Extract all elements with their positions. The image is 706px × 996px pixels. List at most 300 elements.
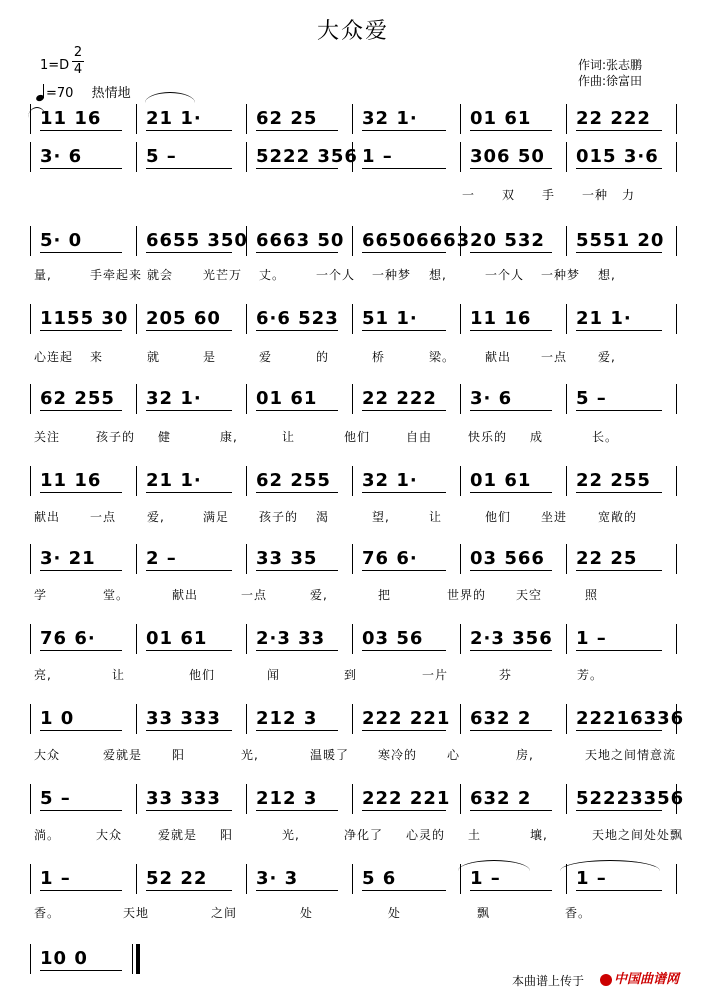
quarter-note-icon xyxy=(36,87,46,101)
time-top: 2 xyxy=(73,45,83,60)
beam-underline xyxy=(576,650,662,651)
beam-underline xyxy=(470,890,552,891)
bar-line xyxy=(566,142,567,172)
lyric-syllable: 爱 xyxy=(259,350,273,364)
bar-line xyxy=(246,142,247,172)
measure-notes: 52 22 xyxy=(146,868,208,889)
lyric-syllable: 想, xyxy=(429,268,447,282)
lyric-syllable: 把 xyxy=(378,588,392,602)
lyric-syllable: 大众 xyxy=(34,748,61,762)
bar-line xyxy=(246,784,247,814)
bar-line xyxy=(246,384,247,414)
beam-underline xyxy=(256,890,338,891)
bar-line xyxy=(676,226,677,256)
beam-underline xyxy=(470,330,552,331)
beam-underline xyxy=(362,252,446,253)
measure-notes: 01 61 xyxy=(470,108,532,129)
bar-line xyxy=(460,704,461,734)
beam-underline xyxy=(470,252,552,253)
measure-notes: 21 1· xyxy=(576,308,632,329)
tempo-value: =70 xyxy=(46,86,74,101)
lyric-syllable: 他们 xyxy=(344,430,371,444)
beam-underline xyxy=(362,570,446,571)
lyric-syllable: 一个人 xyxy=(316,268,356,282)
measure-notes: 11 16 xyxy=(40,108,102,129)
measure-notes: 03 566 xyxy=(470,548,545,569)
bar-line xyxy=(566,784,567,814)
beam-underline xyxy=(362,650,446,651)
lyric-syllable: 光芒万 xyxy=(203,268,243,282)
slur-arc xyxy=(560,860,660,871)
beam-underline xyxy=(470,810,552,811)
measure-notes: 62 255 xyxy=(256,470,331,491)
beam-underline xyxy=(40,650,122,651)
lyric-syllable: 健 xyxy=(158,430,172,444)
measure-notes: 212 3 xyxy=(256,708,318,729)
bar-line xyxy=(566,104,567,134)
measure-notes: 205 60 xyxy=(146,308,221,329)
beam-underline xyxy=(146,130,232,131)
beam-underline xyxy=(362,410,446,411)
measure-notes: 3· 6 xyxy=(470,388,513,409)
measure-notes: 01 61 xyxy=(256,388,318,409)
lyric-syllable: 天地 xyxy=(123,906,150,920)
measure-notes: 222 221 xyxy=(362,708,451,729)
bar-line xyxy=(136,544,137,574)
beam-underline xyxy=(146,252,232,253)
bar-line xyxy=(30,226,31,256)
beam-underline xyxy=(40,168,122,169)
measure-notes: 66506663 xyxy=(362,230,471,251)
beam-underline xyxy=(40,730,122,731)
bar-line xyxy=(460,544,461,574)
measure-notes: 5· 0 xyxy=(40,230,83,251)
lyric-syllable: 他们 xyxy=(189,668,216,682)
lyric-syllable: 成 xyxy=(530,430,544,444)
composer-credit: 作曲:徐富田 xyxy=(578,74,643,88)
lyricist-credit: 作词:张志鹏 xyxy=(578,58,643,72)
beam-underline xyxy=(256,330,338,331)
lyric-syllable: 丈。 xyxy=(259,268,286,282)
lyric-syllable: 康, xyxy=(220,430,238,444)
beam-underline xyxy=(362,130,446,131)
measure-notes: 5551 20 xyxy=(576,230,665,251)
lyric-syllable: 想, xyxy=(598,268,616,282)
lyric-syllable: 香。 xyxy=(34,906,61,920)
lyric-syllable: 满足 xyxy=(203,510,230,524)
bar-line xyxy=(460,466,461,496)
bar-line xyxy=(352,784,353,814)
lyric-syllable: 来 xyxy=(90,350,104,364)
measure-notes: 3· 6 xyxy=(40,146,83,167)
beam-underline xyxy=(40,890,122,891)
beam-underline xyxy=(256,730,338,731)
lyric-syllable: 堂。 xyxy=(103,588,130,602)
bar-line xyxy=(136,104,137,134)
lyric-syllable: 爱就是 xyxy=(158,828,198,842)
beam-underline xyxy=(576,168,662,169)
lyric-syllable: 天地之间情意流 xyxy=(585,748,677,762)
lyric-syllable: 阳 xyxy=(172,748,186,762)
lyric-syllable: 心灵的 xyxy=(406,828,446,842)
lyric-syllable: 一种梦 xyxy=(372,268,412,282)
bar-line xyxy=(352,624,353,654)
footer-text: 本曲谱上传于 xyxy=(512,974,585,988)
measure-notes: 222 221 xyxy=(362,788,451,809)
beam-underline xyxy=(576,252,662,253)
lyric-syllable: 芳。 xyxy=(577,668,604,682)
bar-line xyxy=(676,466,677,496)
lyric-syllable: 照 xyxy=(585,588,599,602)
key-signature: 1=D xyxy=(40,58,70,73)
beam-underline xyxy=(256,810,338,811)
measure-notes: 21 1· xyxy=(146,108,202,129)
lyric-syllable: 飘 xyxy=(477,906,491,920)
lyric-syllable: 让 xyxy=(429,510,443,524)
measure-notes: 10 0 xyxy=(40,948,88,969)
bar-line xyxy=(30,466,31,496)
bar-line xyxy=(566,226,567,256)
lyric-syllable: 孩子的 xyxy=(96,430,136,444)
bar-line xyxy=(136,864,137,894)
measure-notes: 32 1· xyxy=(362,470,418,491)
beam-underline xyxy=(576,330,662,331)
measure-notes: 5222 356 xyxy=(256,146,358,167)
measure-notes: 3· 3 xyxy=(256,868,299,889)
lyric-syllable: 心 xyxy=(447,748,461,762)
bar-line xyxy=(460,784,461,814)
expression-marking: 热情地 xyxy=(91,86,131,101)
beam-underline xyxy=(470,730,552,731)
bar-line xyxy=(30,544,31,574)
beam-underline xyxy=(256,168,338,169)
measure-notes: 1155 30 xyxy=(40,308,129,329)
beam-underline xyxy=(146,730,232,731)
bar-line xyxy=(136,384,137,414)
beam-underline xyxy=(256,130,338,131)
beam-underline xyxy=(40,970,122,971)
measure-notes: 2 – xyxy=(146,548,177,569)
bar-line xyxy=(352,104,353,134)
measure-notes: 11 16 xyxy=(40,470,102,491)
lyric-syllable: 之间 xyxy=(211,906,238,920)
measure-notes: 2·3 33 xyxy=(256,628,326,649)
lyric-syllable: 手牵起来 xyxy=(90,268,143,282)
beam-underline xyxy=(470,492,552,493)
bar-line xyxy=(30,142,31,172)
measure-notes: 33 333 xyxy=(146,788,221,809)
beam-underline xyxy=(470,168,552,169)
bar-line xyxy=(352,864,353,894)
bar-line xyxy=(460,142,461,172)
bar-line xyxy=(136,784,137,814)
beam-underline xyxy=(362,168,446,169)
lyric-syllable: 量, xyxy=(34,268,52,282)
bar-line xyxy=(352,466,353,496)
bar-line xyxy=(352,304,353,334)
lyric-syllable: 孩子的 xyxy=(259,510,299,524)
bar-line xyxy=(566,466,567,496)
bar-line xyxy=(352,544,353,574)
lyric-syllable: 关注 xyxy=(34,430,61,444)
bar-line xyxy=(30,304,31,334)
bar-line xyxy=(460,624,461,654)
lyric-syllable: 处 xyxy=(388,906,402,920)
measure-notes: 22 222 xyxy=(362,388,437,409)
beam-underline xyxy=(146,570,232,571)
lyric-syllable: 寒冷的 xyxy=(378,748,418,762)
bar-line xyxy=(352,226,353,256)
measure-notes: 33 35 xyxy=(256,548,318,569)
measure-notes: 1 – xyxy=(40,868,71,889)
lyric-syllable: 房, xyxy=(516,748,534,762)
beam-underline xyxy=(256,252,338,253)
lyric-syllable: 让 xyxy=(282,430,296,444)
measure-notes: 32 1· xyxy=(146,388,202,409)
measure-notes: 1 – xyxy=(362,146,393,167)
lyric-syllable: 一种 xyxy=(582,188,609,202)
bar-line xyxy=(676,864,677,894)
beam-underline xyxy=(576,130,662,131)
lyric-syllable: 快乐的 xyxy=(468,430,508,444)
lyric-syllable: 爱就是 xyxy=(103,748,143,762)
measure-notes: 3· 21 xyxy=(40,548,96,569)
lyric-syllable: 处 xyxy=(300,906,314,920)
measure-notes: 1 – xyxy=(576,868,607,889)
lyric-syllable: 阳 xyxy=(220,828,234,842)
measure-notes: 03 56 xyxy=(362,628,424,649)
bar-line xyxy=(136,624,137,654)
lyric-syllable: 力 xyxy=(622,188,636,202)
measure-notes: 632 2 xyxy=(470,788,532,809)
measure-notes: 22 25 xyxy=(576,548,638,569)
measure-notes: 306 50 xyxy=(470,146,545,167)
measure-notes: 1 0 xyxy=(40,708,75,729)
lyric-syllable: 一点 xyxy=(241,588,268,602)
beam-underline xyxy=(362,890,446,891)
beam-underline xyxy=(146,810,232,811)
time-bottom: 4 xyxy=(73,62,83,77)
measure-notes: 20 532 xyxy=(470,230,545,251)
lyric-syllable: 温暖了 xyxy=(310,748,350,762)
beam-underline xyxy=(256,410,338,411)
lyric-syllable: 心连起 xyxy=(34,350,74,364)
bar-line xyxy=(246,466,247,496)
beam-underline xyxy=(362,492,446,493)
lyric-syllable: 一片 xyxy=(422,668,449,682)
beam-underline xyxy=(40,492,122,493)
lyric-syllable: 到 xyxy=(344,668,358,682)
bar-line xyxy=(676,544,677,574)
lyric-syllable: 献出 xyxy=(485,350,512,364)
beam-underline xyxy=(146,168,232,169)
beam-underline xyxy=(256,570,338,571)
bar-line xyxy=(676,304,677,334)
bar-line xyxy=(460,384,461,414)
lyric-syllable: 渴 xyxy=(316,510,330,524)
measure-notes: 01 61 xyxy=(470,470,532,491)
measure-notes: 01 61 xyxy=(146,628,208,649)
bar-line xyxy=(566,384,567,414)
time-signature xyxy=(72,46,84,77)
measure-notes: 6655 350 xyxy=(146,230,248,251)
lyric-syllable: 桥 xyxy=(372,350,386,364)
lyric-syllable: 土 xyxy=(468,828,482,842)
lyric-syllable: 双 xyxy=(502,188,516,202)
lyric-syllable: 天空 xyxy=(516,588,543,602)
lyric-syllable: 爱, xyxy=(310,588,328,602)
beam-underline xyxy=(576,730,662,731)
beam-underline xyxy=(146,410,232,411)
bar-line xyxy=(246,704,247,734)
bar-line xyxy=(136,704,137,734)
bar-line xyxy=(30,624,31,654)
beam-underline xyxy=(362,730,446,731)
lyric-syllable: 的 xyxy=(316,350,330,364)
lyric-syllable: 一个人 xyxy=(485,268,525,282)
bar-line xyxy=(136,142,137,172)
lyric-syllable: 光, xyxy=(282,828,300,842)
measure-notes: 6·6 523 xyxy=(256,308,339,329)
bar-line xyxy=(460,104,461,134)
bar-line xyxy=(566,624,567,654)
beam-underline xyxy=(256,492,338,493)
beam-underline xyxy=(362,810,446,811)
bar-line xyxy=(352,704,353,734)
measure-notes: 51 1· xyxy=(362,308,418,329)
measure-notes: 22 222 xyxy=(576,108,651,129)
lyric-syllable: 一点 xyxy=(90,510,117,524)
measure-notes: 11 16 xyxy=(470,308,532,329)
bar-line xyxy=(246,304,247,334)
lyric-syllable: 天地之间处处飘 xyxy=(592,828,684,842)
measure-notes: 62 255 xyxy=(40,388,115,409)
measure-notes: 21 1· xyxy=(146,470,202,491)
measure-notes: 015 3·6 xyxy=(576,146,659,167)
measure-notes: 212 3 xyxy=(256,788,318,809)
beam-underline xyxy=(576,492,662,493)
lyric-syllable: 让 xyxy=(112,668,126,682)
bar-line xyxy=(30,704,31,734)
beam-underline xyxy=(146,650,232,651)
beam-underline xyxy=(576,410,662,411)
measure-notes: 5 – xyxy=(40,788,71,809)
measure-notes: 1 – xyxy=(576,628,607,649)
bar-line xyxy=(676,624,677,654)
measure-notes: 62 25 xyxy=(256,108,318,129)
bar-line xyxy=(136,466,137,496)
bar-line xyxy=(246,864,247,894)
bar-line xyxy=(246,104,247,134)
beam-underline xyxy=(146,330,232,331)
bar-line xyxy=(136,304,137,334)
bar-line xyxy=(566,544,567,574)
lyric-syllable: 望, xyxy=(372,510,390,524)
measure-notes: 33 333 xyxy=(146,708,221,729)
beam-underline xyxy=(470,570,552,571)
lyric-syllable: 他们 xyxy=(485,510,512,524)
beam-underline xyxy=(40,410,122,411)
measure-notes: 76 6· xyxy=(362,548,418,569)
bar-line xyxy=(566,704,567,734)
logo-text: 中国曲谱网 xyxy=(614,972,680,987)
lyric-syllable: 梁。 xyxy=(429,350,456,364)
beam-underline xyxy=(146,492,232,493)
lyric-syllable: 壤, xyxy=(530,828,548,842)
bar-line xyxy=(30,384,31,414)
bar-line xyxy=(676,384,677,414)
measure-notes: 5 6 xyxy=(362,868,397,889)
measure-notes: 22 255 xyxy=(576,470,651,491)
lyric-syllable: 就会 xyxy=(147,268,174,282)
bar-line xyxy=(30,784,31,814)
lyric-syllable: 是 xyxy=(203,350,217,364)
beam-underline xyxy=(470,650,552,651)
measure-notes: 632 2 xyxy=(470,708,532,729)
lyric-syllable: 芬 xyxy=(499,668,513,682)
lyric-syllable: 自由 xyxy=(406,430,433,444)
bar-line xyxy=(566,304,567,334)
beam-underline xyxy=(40,330,122,331)
beam-underline xyxy=(576,890,662,891)
beam-underline xyxy=(40,130,122,131)
lyric-syllable: 献出 xyxy=(172,588,199,602)
measure-notes: 2·3 356 xyxy=(470,628,553,649)
lyric-syllable: 世界的 xyxy=(447,588,487,602)
beam-underline xyxy=(576,810,662,811)
lyric-syllable: 一种梦 xyxy=(541,268,581,282)
lyric-syllable: 光, xyxy=(241,748,259,762)
lyric-syllable: 一点 xyxy=(541,350,568,364)
measure-notes: 32 1· xyxy=(362,108,418,129)
final-barline xyxy=(132,944,140,974)
bar-line xyxy=(30,944,31,974)
bar-line xyxy=(676,142,677,172)
bar-line xyxy=(136,226,137,256)
bar-line xyxy=(460,304,461,334)
bar-line xyxy=(676,104,677,134)
lyric-syllable: 亮, xyxy=(34,668,52,682)
lyric-syllable: 献出 xyxy=(34,510,61,524)
beam-underline xyxy=(146,890,232,891)
logo-icon xyxy=(600,974,612,986)
measure-notes: 1 – xyxy=(470,868,501,889)
slur-arc xyxy=(145,92,195,103)
lyric-syllable: 淌。 xyxy=(34,828,61,842)
site-logo xyxy=(600,968,679,987)
beam-underline xyxy=(362,330,446,331)
measure-notes: 52223356 xyxy=(576,788,685,809)
lyric-syllable: 坐进 xyxy=(541,510,568,524)
song-title: 大众爱 xyxy=(316,19,389,44)
lyric-syllable: 净化了 xyxy=(344,828,384,842)
measure-notes: 6663 50 xyxy=(256,230,345,251)
beam-underline xyxy=(470,410,552,411)
lyric-syllable: 香。 xyxy=(565,906,592,920)
tempo-marking xyxy=(36,82,131,101)
bar-line xyxy=(352,384,353,414)
beam-underline xyxy=(40,252,122,253)
lyric-syllable: 宽敞的 xyxy=(598,510,638,524)
measure-notes: 5 – xyxy=(146,146,177,167)
lyric-syllable: 学 xyxy=(34,588,48,602)
beam-underline xyxy=(576,570,662,571)
beam-underline xyxy=(470,130,552,131)
lyric-syllable: 手 xyxy=(542,188,556,202)
lyric-syllable: 爱, xyxy=(147,510,165,524)
beam-underline xyxy=(40,810,122,811)
lyric-syllable: 爱, xyxy=(598,350,616,364)
